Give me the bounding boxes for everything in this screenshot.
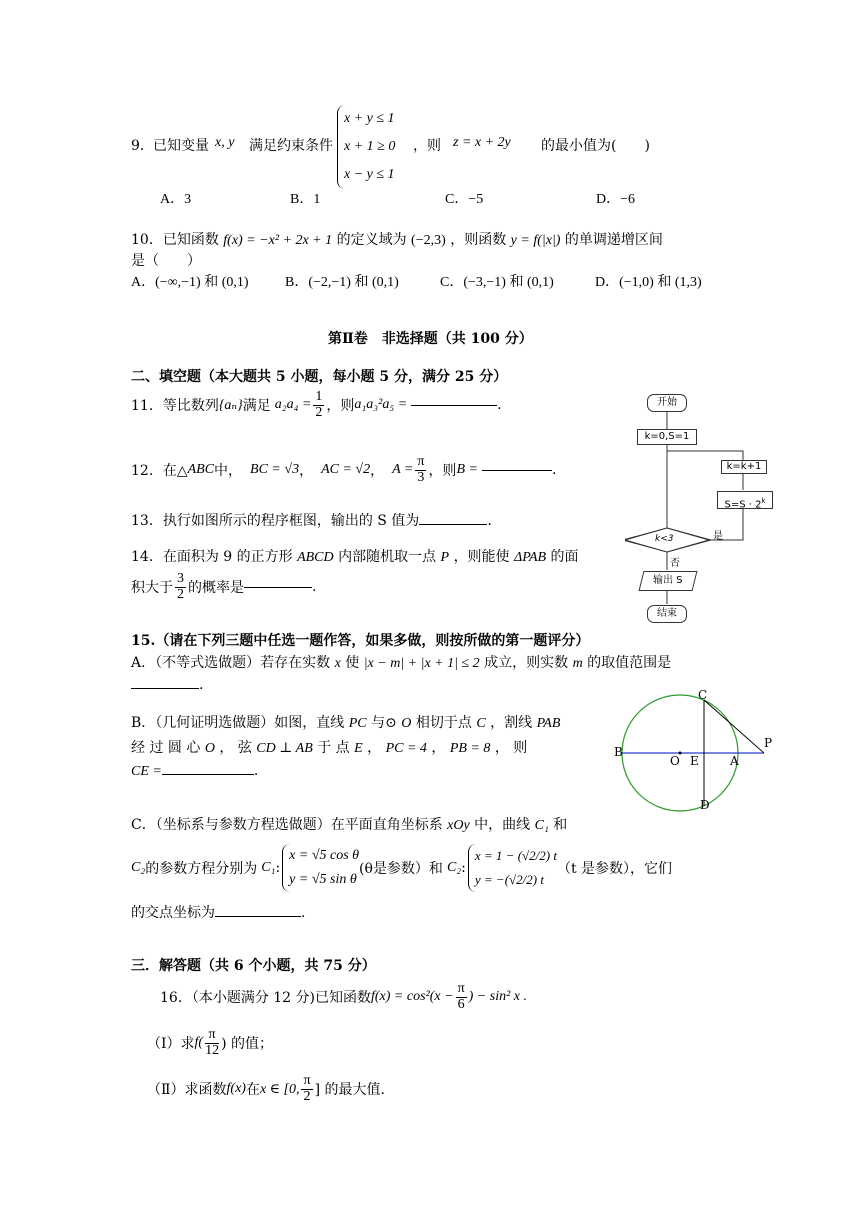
q15c-theta-note: (θ是参数）和 [359,861,443,877]
q16-function-b: ) − sin² x . [468,989,527,1004]
q10-option-b: B．(−2,−1) 和 (0,1) [285,275,399,290]
q15a-x: x [334,656,341,671]
q16-p1-frac-num: π [205,1028,219,1044]
q14-text-e: 积大于 [131,580,173,596]
q15b-text-7: 于 点 [317,740,350,756]
q11-text-b: 满足 [242,398,271,414]
q12-end: . [551,462,557,478]
q12-frac-num: π [417,453,425,469]
q11-end: . [497,397,502,413]
q15c-c2-label: C₂ [131,860,146,875]
fig-label-p: P [764,736,773,750]
q16-frac-num: π [457,980,465,996]
q9-pre: 已知变量 [153,138,209,154]
q15b-pc-4: PC = 4 [385,741,427,756]
flowchart [625,388,775,624]
q14-text-c: ，则能使 [453,549,510,565]
q12-answer-blank[interactable] [482,470,552,471]
q15-title: 15.（请在下列三题中任选一题作答，如果多做，则按所做的第一题评分） [131,633,590,649]
q15c-line2: C₂ 的参数方程分别为 C₁ : x = √5 cos θ y = √5 sin θ (θ是参数）和 C₂ : x = 1 − (√2/2) t y = −(√2/2) t （t 是参数），它们 [131,842,672,894]
q12-fraction [415,455,426,485]
q12-bc: BC = √3 [250,462,300,477]
q12: 12．在△ ABC 中， BC = √3 ， AC = √2 ， A = $\frac{\pi}{3}$ ，则 B = . [131,453,557,485]
q16-p1-f: f( [194,1035,204,1050]
q15b-text-1: B．（几何证明选做题）如图，直线 [131,715,345,731]
q12-text-c: ，则 [428,463,457,479]
q15b-pc: PC [348,716,367,731]
q14-text-b: 内部随机取一点 [338,549,437,565]
q13-answer-blank[interactable] [419,524,487,525]
q10-option-c: C．(−3,−1) 和 (0,1) [440,275,554,290]
q12-angle-b: B = [456,462,478,477]
q15a-line2 [131,674,203,693]
q14-fraction [175,572,186,602]
flowchart-condition: k<3 [655,534,674,544]
q12-frac-den: 3 [417,469,425,485]
q16-function-a: f(x) = cos²(x − [371,989,454,1004]
q15c-answer-blank[interactable] [215,902,301,917]
q9-vars: x, y [215,135,235,150]
q10-text-a: 10．已知函数 [131,232,219,248]
q16-part2 [147,1068,385,1110]
q15b-pb-8: PB = 8 [449,741,491,756]
flowchart-end: 结束 [647,605,687,623]
q15c-end: . [301,905,306,921]
q15b-text-6: ， 弦 [219,740,252,756]
q16-stem [160,976,527,1018]
q10-option-d: D．(−1,0) 和 (1,3) [595,275,702,290]
q14-point: P [440,550,450,565]
q15b-c: C [476,716,486,731]
q14-text-f: 的概率是 [188,580,244,596]
q14-square: ABCD [297,550,334,565]
q15c-text-2: 中，曲线 [474,817,531,833]
flowchart-start: 开始 [647,394,687,412]
q16-fraction [456,982,467,1012]
q16-p1-frac-den: 12 [205,1042,220,1058]
fig-label-d: D [700,798,710,812]
q16-frac-den: 6 [457,996,465,1012]
q16-p2-frac-num: π [303,1072,311,1088]
q15c-text-5: 的交点坐标为 [131,905,215,921]
q16-p1-text-a: （Ⅰ）求 [147,1036,195,1052]
q14-line2 [131,566,316,608]
q10-text-b: 的定义域为 [336,232,407,248]
flowchart-update-text: S=S · 2 [724,499,762,511]
q15b-cd-perp-ab: CD ⊥ AB [256,741,313,756]
q9-tail: 的最小值为( ) [541,138,650,154]
q16-p1-fraction [205,1028,219,1058]
q13-text: 13．执行如图所示的程序框图，输出的 S 值为 [131,513,420,529]
q15b-o-2: O [204,741,215,756]
circle-diagram [612,688,777,814]
q16-p2-text-c: ] 的最大值. [314,1082,385,1098]
q16-p2-f: f(x) [226,1081,246,1096]
q15c-text-3: 和 [553,817,568,833]
q14-line1 [131,546,579,566]
q15b-text-5: 经 过 圆 心 [131,740,201,756]
q15a-m: m [572,656,583,671]
q15b-pab: PAB [536,716,561,731]
q15b-line2: 经 过 圆 心 O ， 弦 CD ⊥ AB 于 点 E ， PC = 4 ， PB = 8 ， 则 [131,740,528,756]
q16-p2-text-b: 在 [245,1082,260,1098]
flowchart-output [639,571,698,591]
q15a-text-1: A．（不等式选做题）若存在实数 [131,655,331,671]
part2-title: 第Ⅱ卷 非选择题（共 100 分） [328,331,533,347]
q15c-c1-eq2: y = √5 sin θ [289,872,357,887]
q11-expr1: a₂a₄ = [274,397,312,412]
q9-constraint-2: x + 1 ≥ 0 [344,139,396,154]
q15a-line1 [131,652,671,672]
q11-frac-num: 1 [315,388,323,404]
q9-option-a: A．3 [160,192,192,207]
fig-label-b: B [614,745,623,759]
q13-end: . [487,513,492,529]
flowchart-increment: k=k+1 [721,460,767,474]
q16-text: 16．（本小题满分 12 分)已知函数 [160,990,371,1006]
q10-option-a: A．(−∞,−1) 和 (0,1) [131,275,249,290]
q11-expr2: a₁a₃²a₅ = [354,397,408,412]
q15a-end: . [199,677,204,693]
q15c-c2-eq-label: C₂ [446,860,462,875]
q15b-ce: CE = [131,764,162,779]
q14-text-d: 的面 [550,549,579,565]
q11-text-a: 11．等比数列 [131,398,219,414]
q11-sequence: {aₙ} [218,397,243,413]
q14-frac-den: 2 [177,586,184,602]
q12-text-a: 12．在△ [131,463,188,479]
q15b-answer-blank[interactable] [162,760,254,775]
flowchart-yes: 是 [713,531,723,542]
q9-then: ，则 [413,138,441,154]
q15c-c1-eq1: x = √5 cos θ [289,848,360,863]
q9-option-b: B．1 [290,192,321,207]
q15b-line3 [131,760,258,780]
q15c-text-4: 的参数方程分别为 [145,861,258,877]
q15b-text-3: 相切于点 [415,715,472,731]
circle-figure [612,688,777,814]
q14-frac-num: 3 [177,570,184,586]
q16-p1-text-b: ) 的值； [221,1036,274,1052]
q11-frac-den: 2 [315,404,323,420]
q15c-c1-eq-label: C₁ [261,860,276,875]
q16-p2-fraction [301,1074,312,1104]
q13 [131,510,492,530]
q15c-line1 [131,814,567,834]
fig-label-a: A [730,754,739,768]
q14-end: . [312,579,317,595]
q15b-text-8: ， 则 [494,740,528,756]
flowchart-output-text: 输出 S [653,575,683,586]
q12-triangle: ABC [187,462,215,477]
flowchart-no: 否 [670,558,680,569]
q15c-t-note: （t 是参数），它们 [556,861,673,877]
q15c-c2-eq2: y = −(√2/2) t [474,872,544,887]
q9-objective: z = x + 2y [453,135,511,150]
q15c-c2-eq1: x = 1 − (√2/2) t [474,848,557,863]
q16-part1 [147,1022,273,1064]
q16-p2-text-a: （Ⅱ）求函数 [147,1082,227,1098]
q15a-text-3: 成立，则实数 [484,655,569,671]
q15b-text-2: 与⊙ [371,715,397,731]
q12-angle-a: A = [392,462,414,477]
q12-text-b: 中， [214,463,243,479]
q14-answer-blank[interactable] [244,587,312,588]
q12-ac: AC = √2 [321,462,371,477]
q9-constraint-1: x + y ≤ 1 [344,111,395,126]
q15c-c2-system [468,844,557,892]
q15b-e: E [354,741,363,756]
q15a-text-2: 使 [345,655,360,671]
q15c-c1: C₁ [534,818,549,833]
q15a-inequality: |x − m| + |x + 1| ≤ 2 [363,656,480,671]
q15b-text-4: ，割线 [490,715,533,731]
q9-number: 9． [131,138,154,154]
q15c-c1-system [282,844,359,892]
flowchart-init: k=0,S=1 [637,429,697,445]
q9-mid: 满足约束条件 [249,138,333,154]
fig-label-c: C [698,688,708,702]
q15b-o: O [401,716,412,731]
q15c-text-1: C．（坐标系与参数方程选做题）在平面直角坐标系 [131,817,443,833]
q14-text-a: 14．在面积为 9 的正方形 [131,549,293,565]
q10-text-c: ，则函数 [450,232,507,248]
q10-line2: 是（ ） [131,253,201,269]
q15c-line3 [131,902,305,922]
q10-line1 [131,229,663,249]
q9-option-c: C．−5 [445,192,484,207]
q10-function: f(x) = −x² + 2x + 1 [223,233,333,248]
flowchart-update [717,491,773,509]
q15b-line1 [131,712,560,732]
section2-title: 二、填空题（本大题共 5 小题，每小题 5 分，满分 25 分） [131,369,508,385]
q10-domain: (−2,3) [411,233,446,248]
q14-triangle: ΔPAB [514,550,547,565]
q9-option-d: D．−6 [596,192,636,207]
q11-answer-blank[interactable] [411,405,497,406]
q10-composite: y = f(|x|) [510,233,561,248]
fig-label-e: E [690,754,699,768]
q11 [131,384,502,426]
q11-fraction [313,390,324,420]
q15a-answer-blank[interactable] [131,674,199,689]
flowchart-update-exponent: k [761,497,766,505]
q15b-end: . [253,763,259,779]
q9-constraint-3: x − y ≤ 1 [344,167,395,182]
q15a-text-4: 的取值范围是 [587,655,672,671]
q15c-xoy: xOy [447,818,470,833]
section3-title: 三．解答题（共 6 个小题，共 75 分） [131,958,376,974]
q10-text-d: 的单调递增区间 [564,232,663,248]
fig-label-o: O [670,754,680,768]
q16-p2-x: x ∈ [0, [259,1081,300,1097]
q16-p2-frac-den: 2 [303,1088,311,1104]
q11-text-c: ，则 [326,398,355,414]
q9-constraint-system [337,105,395,189]
